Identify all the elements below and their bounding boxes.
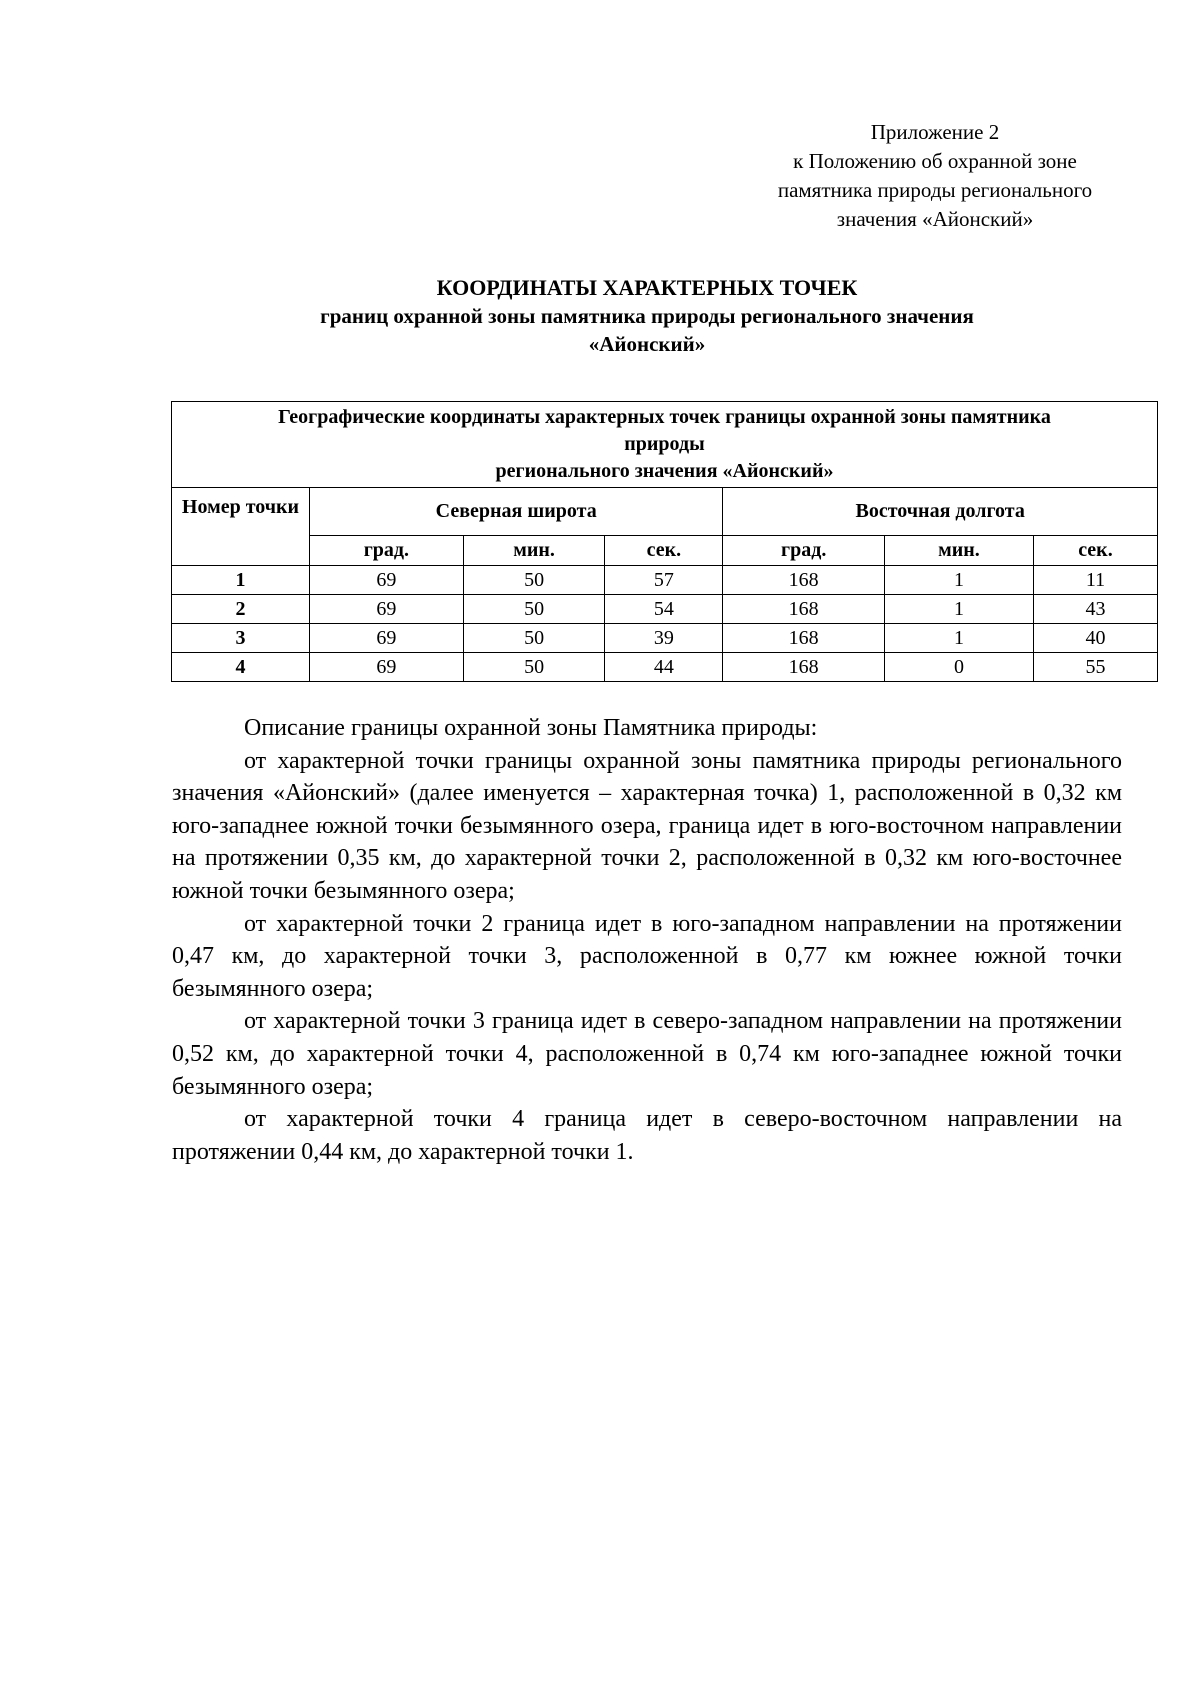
description-heading: Описание границы охранной зоны Памятника природы: [244,715,818,741]
coordinate-cell: 50 [463,595,605,624]
appendix-line: Приложение 2 [870,120,1000,144]
coordinate-cell: 0 [885,653,1034,682]
coordinate-cell: 57 [605,566,723,595]
coordinate-cell: 40 [1033,624,1157,653]
coordinate-cell: 1 [885,566,1034,595]
coordinate-cell: 55 [1033,653,1157,682]
table-row [172,595,1158,624]
table-row [172,653,1158,682]
coordinate-cell: 69 [310,566,464,595]
coordinate-cell: 44 [605,653,723,682]
description-paragraph: от характерной точки 4 граница идет в северо-восточном направлении на протяжении 0,44 км, до характерной точки 1. [172,1106,1122,1165]
title-sub: «Айонский» [588,332,706,356]
subheader-deg: град. [310,536,464,566]
coordinate-cell: 168 [723,566,885,595]
title-sub: границ охранной зоны памятника природы регионального значения [320,304,974,328]
table-row [172,624,1158,653]
point-number-cell: 1 [172,566,310,595]
appendix-line: к Положению об охранной зоне [793,149,1077,173]
caption-line: регионального значения «Айонский» [495,460,834,482]
caption-line: природы [624,433,705,455]
subheader-sec: сек. [1033,536,1157,566]
coordinate-cell: 50 [463,624,605,653]
appendix-reference [740,118,1130,234]
description-paragraph: от характерной точки границы охранной зоны памятника природы регионального значения «Айонский» (далее именуется – характерная точка) 1, расположенной в 0,32 км юго-западнее южной точки безымянного озера, граница идет в юго-восточном направлении на протяжении 0,35 км, до характерной точки 2, расположенной в 0,32 км юго-восточнее южной точки безымянного озера; [172,747,1122,904]
subheader-deg: град. [723,536,885,566]
appendix-line: памятника природы регионального [777,178,1093,202]
coordinate-cell: 69 [310,653,464,682]
header-east-longitude: Восточная долгота [723,488,1158,536]
coordinate-cell: 1 [885,595,1034,624]
title-main: КООРДИНАТЫ ХАРАКТЕРНЫХ ТОЧЕК [436,275,858,300]
header-point-number: Номер точки [172,488,310,566]
table-caption [172,402,1158,488]
coordinate-cell: 69 [310,595,464,624]
point-number-cell: 3 [172,624,310,653]
coordinate-cell: 50 [463,653,605,682]
subheader-min: мин. [463,536,605,566]
coordinate-cell: 11 [1033,566,1157,595]
subheader-min: мин. [885,536,1034,566]
description-paragraph: от характерной точки 3 граница идет в северо-западном направлении на протяжении 0,52 км, до характерной точки 4, расположенной в 0,74 км юго-западнее южной точки безымянного озера; [172,1008,1122,1100]
coordinate-cell: 168 [723,624,885,653]
subheader-sec: сек. [605,536,723,566]
point-number-cell: 4 [172,653,310,682]
coordinate-cell: 39 [605,624,723,653]
header-north-latitude: Северная широта [310,488,723,536]
coordinates-table [171,401,1158,682]
point-number-cell: 2 [172,595,310,624]
coordinate-cell: 168 [723,653,885,682]
description-paragraph: от характерной точки 2 граница идет в юго-западном направлении на протяжении 0,47 км, до характерной точки 3, расположенной в 0,77 км южнее южной точки безымянного озера; [172,910,1122,1002]
coordinate-cell: 43 [1033,595,1157,624]
coordinate-cell: 50 [463,566,605,595]
caption-line: Географические координаты характерных точек границы охранной зоны памятника [278,406,1051,428]
coordinate-cell: 69 [310,624,464,653]
coordinate-cell: 54 [605,595,723,624]
table-row [172,566,1158,595]
appendix-line: значения «Айонский» [836,207,1034,231]
document-title [172,274,1122,358]
boundary-description [172,712,1122,1168]
coordinate-cell: 1 [885,624,1034,653]
coordinate-cell: 168 [723,595,885,624]
